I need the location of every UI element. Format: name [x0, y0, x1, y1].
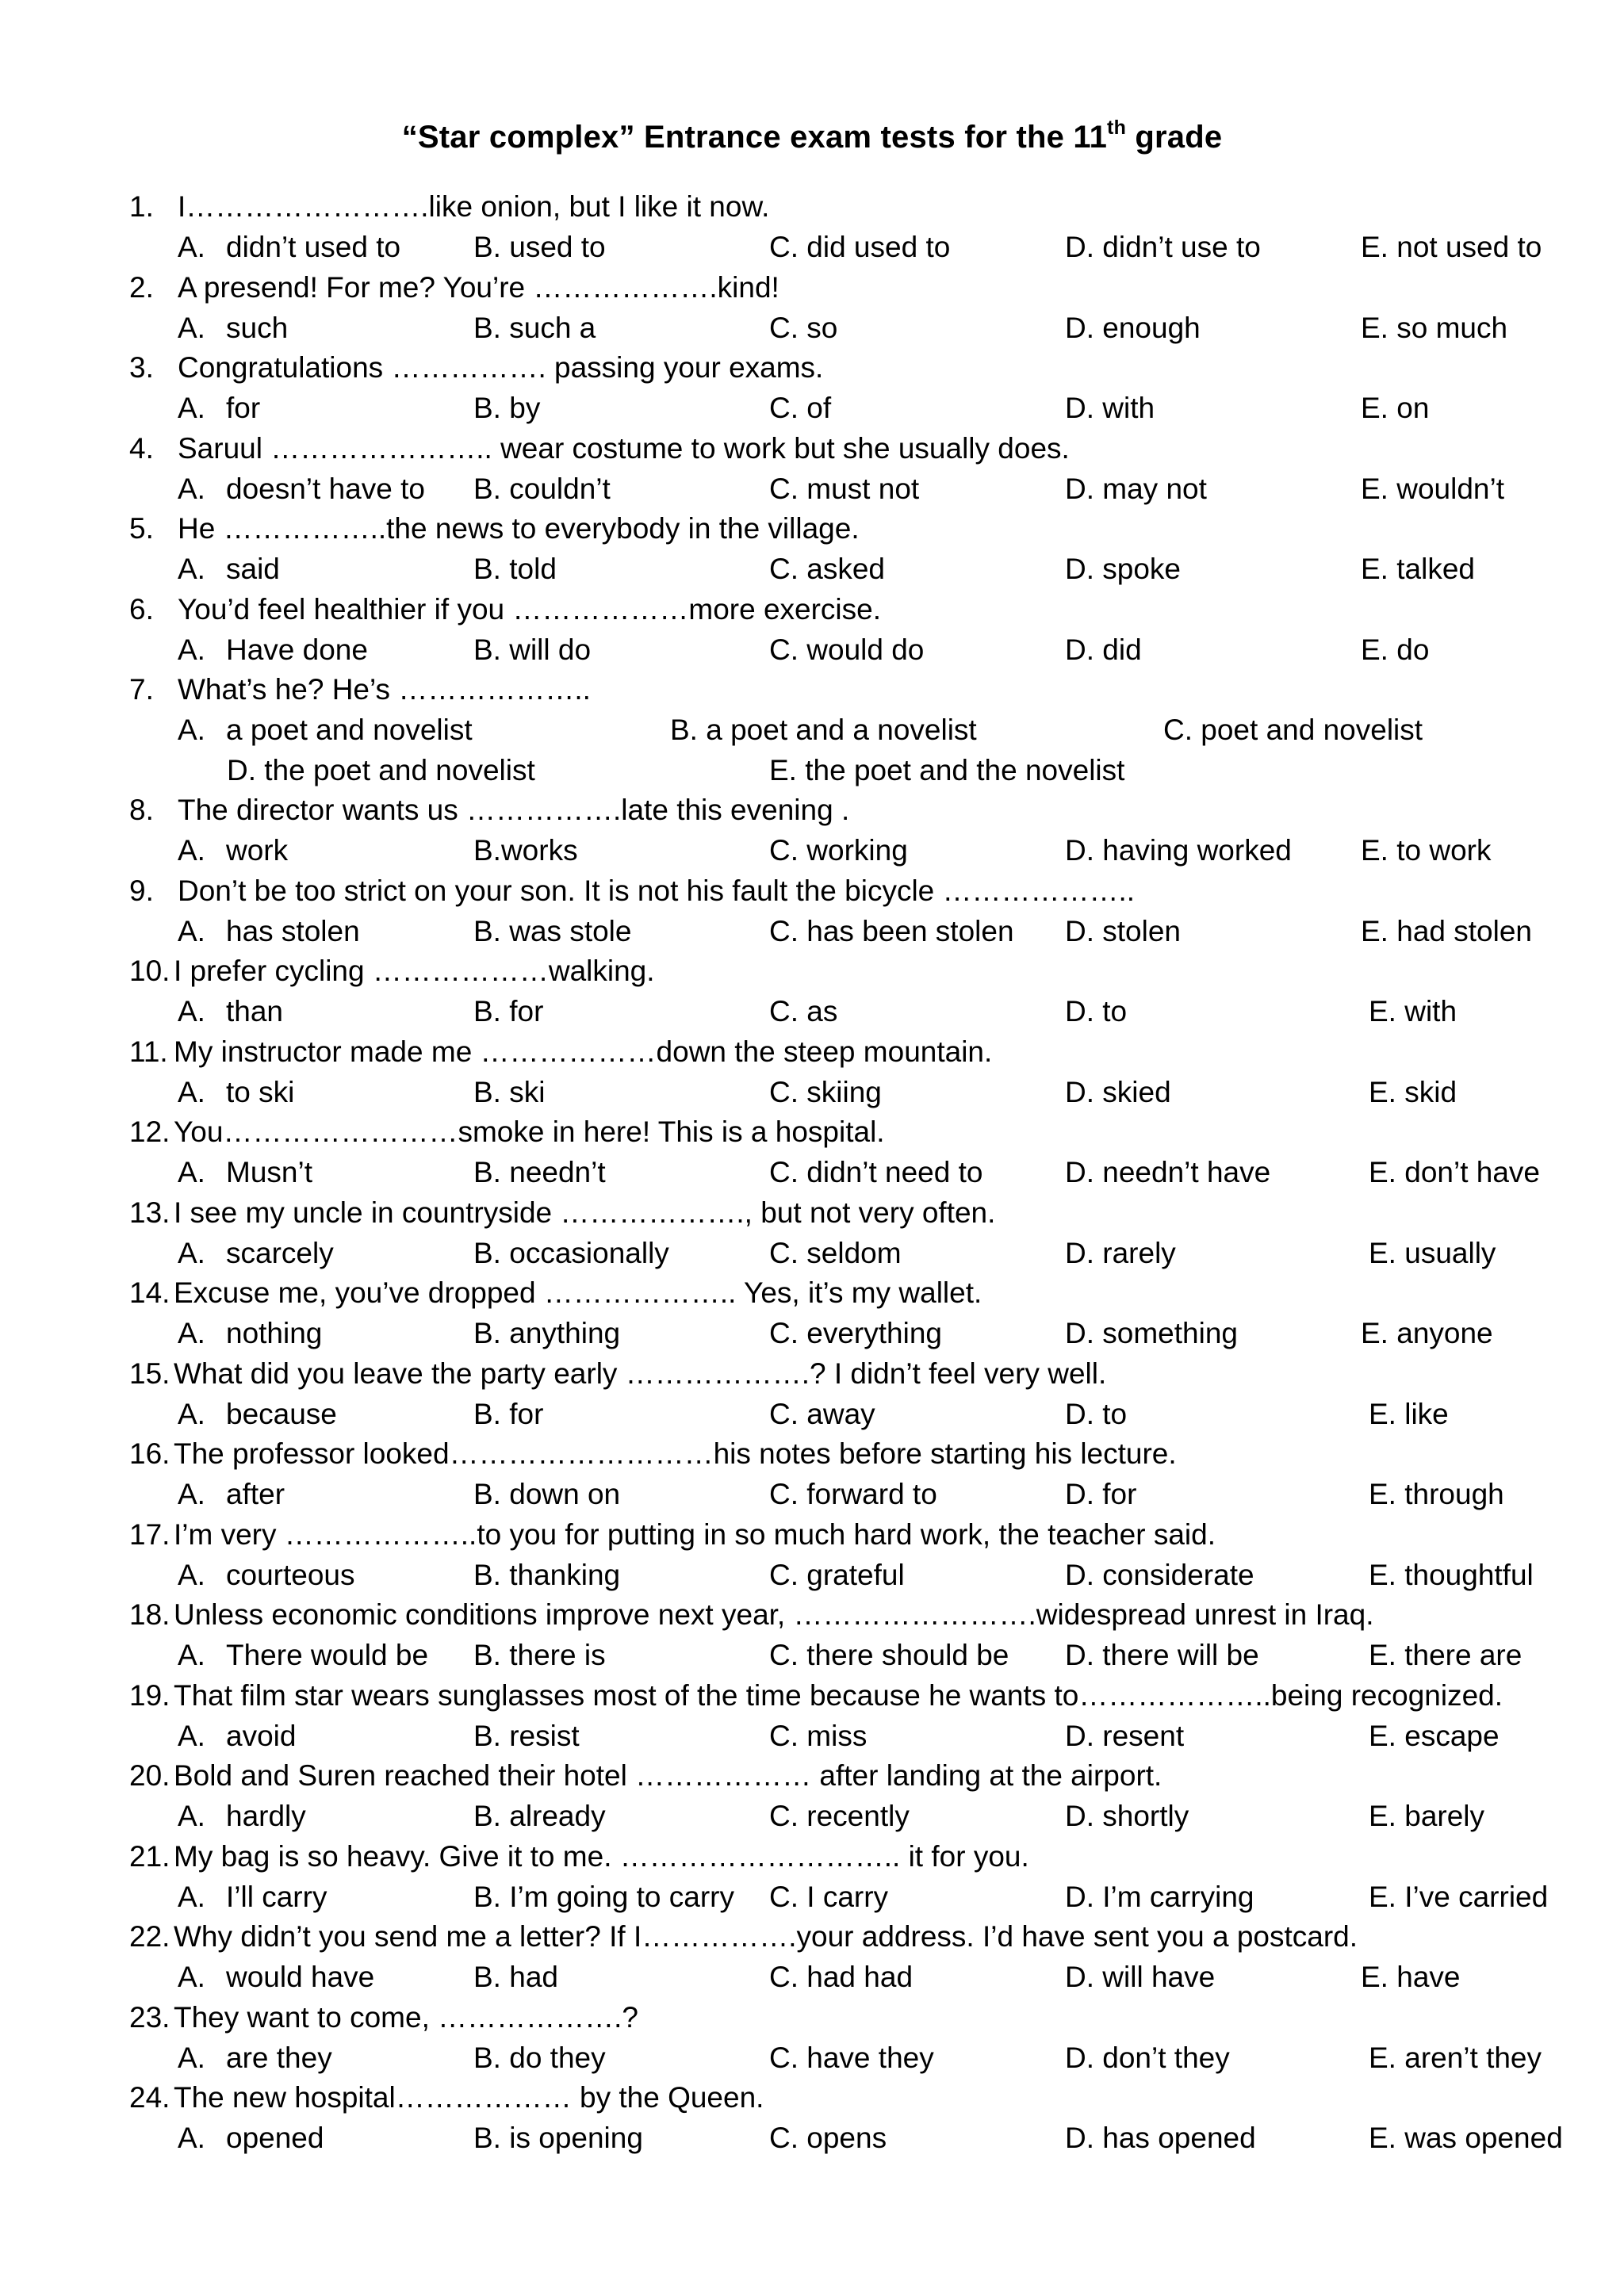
- option-a: [178, 991, 283, 1031]
- option-letter: A.: [178, 1075, 205, 1108]
- option-letter: A.: [178, 1156, 205, 1188]
- option-a: [178, 2038, 332, 2078]
- option-d: D. rarely: [1065, 1236, 1176, 1269]
- option-text: avoid: [226, 1719, 297, 1752]
- question-text: A presend! For me? You’re ……………….kind!: [178, 270, 779, 304]
- option-c: C. miss: [769, 1719, 868, 1752]
- question-text: Don’t be too strict on your son. It is not his fault the bicycle ………………..: [178, 874, 1136, 907]
- option-d: D. considerate: [1065, 1558, 1254, 1591]
- option-letter: A.: [178, 633, 205, 666]
- answer-options: [0, 991, 1624, 1031]
- option-e: E. there are: [1369, 1639, 1522, 1671]
- option-c: C. skiing: [769, 1075, 882, 1108]
- option-b: B. already: [473, 1800, 606, 1832]
- option-a: [178, 911, 360, 951]
- title-superscript: th: [1107, 116, 1127, 139]
- question-text: He ……………..the news to everybody in the village.: [178, 512, 860, 545]
- question-number: 10.: [129, 955, 170, 987]
- question-number: 24.: [129, 2081, 170, 2114]
- question-text: I’m very ………………..to you for putting in so much hard work, the teacher said.: [174, 1517, 1216, 1551]
- option-text: said: [226, 553, 280, 585]
- question-item: [0, 187, 1624, 268]
- option-e: E. do: [1361, 633, 1430, 666]
- question-text: Saruul ………………….. wear costume to work but she usually does.: [178, 431, 1070, 465]
- option-c: C. must not: [769, 472, 920, 505]
- option-e: E. I’ve carried: [1369, 1880, 1549, 1913]
- question-item: [0, 1917, 1624, 1998]
- option-b: B. resist: [473, 1719, 580, 1752]
- option-d: D. with: [1065, 392, 1155, 424]
- option-c: C. everything: [769, 1317, 942, 1349]
- option-letter: A.: [178, 311, 205, 344]
- option-e: E. to work: [1361, 834, 1492, 867]
- question-text: My bag is so heavy. Give it to me. ……………………….. it for you.: [174, 1839, 1029, 1873]
- answer-options: [0, 1635, 1624, 1675]
- option-letter: A.: [178, 392, 205, 424]
- option-a: [178, 388, 260, 428]
- question-number: 6.: [129, 592, 154, 626]
- option-e: E. thoughtful: [1369, 1558, 1534, 1591]
- question-number: 1.: [129, 190, 154, 223]
- question-number: 18.: [129, 1598, 170, 1631]
- option-d: D. stolen: [1065, 914, 1182, 947]
- question-number: 4.: [129, 431, 154, 465]
- option-c: C. so: [769, 311, 838, 344]
- option-b: B. thanking: [473, 1558, 621, 1591]
- answer-options: [0, 308, 1624, 348]
- option-text: courteous: [226, 1558, 355, 1591]
- question-number: 2.: [129, 270, 154, 304]
- answer-options: [0, 1474, 1624, 1514]
- question-item: [0, 1837, 1624, 1918]
- option-e: E. skid: [1369, 1075, 1457, 1108]
- question-number: 3.: [129, 351, 154, 384]
- question-text: The new hospital……………… by the Queen.: [174, 2081, 764, 2114]
- option-b: B. is opening: [473, 2122, 643, 2154]
- option-letter: A.: [178, 834, 205, 867]
- option-letter: A.: [178, 1719, 205, 1752]
- option-text: hardly: [226, 1800, 306, 1832]
- question-text: Unless economic conditions improve next year, …………………….widespread unrest in Iraq.: [174, 1598, 1374, 1631]
- option-c: C. seldom: [769, 1236, 902, 1269]
- option-b: B. for: [473, 995, 544, 1027]
- question-item: [0, 1756, 1624, 1837]
- option-text: work: [226, 834, 289, 867]
- title-suffix: grade: [1126, 120, 1223, 155]
- option-text: didn’t used to: [226, 231, 401, 263]
- option-text: to ski: [226, 1075, 295, 1108]
- option-a: [178, 1716, 296, 1756]
- option-d: D. didn’t use to: [1065, 231, 1261, 263]
- answer-options: [0, 1957, 1624, 1997]
- option-b: B. needn’t: [473, 1156, 606, 1188]
- answer-options: [0, 1152, 1624, 1192]
- option-b: B. had: [473, 1961, 558, 1993]
- option-d: D. something: [1065, 1317, 1238, 1349]
- question-text: You’d feel healthier if you ………………more exercise.: [178, 592, 882, 626]
- option-text: such: [226, 311, 289, 344]
- option-c: C. opens: [769, 2122, 887, 2154]
- option-text: would have: [226, 1961, 375, 1993]
- answer-options: [0, 2118, 1624, 2158]
- question-item: [0, 509, 1624, 590]
- option-c: C. there should be: [769, 1639, 1009, 1671]
- answer-options: [0, 911, 1624, 951]
- option-a: [178, 469, 425, 509]
- question-text: You……………………smoke in here! This is a hospital.: [174, 1115, 885, 1148]
- option-letter: A.: [178, 1558, 205, 1591]
- option-b: B. ski: [473, 1075, 546, 1108]
- option-letter: A.: [178, 1800, 205, 1832]
- option-e: E. talked: [1361, 553, 1475, 585]
- answer-options: [0, 1313, 1624, 1353]
- option-d: D. enough: [1065, 311, 1201, 344]
- option-b: B. used to: [473, 231, 606, 263]
- option-c: C. poet and novelist: [1163, 714, 1423, 746]
- option-e: E. was opened: [1369, 2122, 1563, 2154]
- option-e: E. barely: [1369, 1800, 1485, 1832]
- option-a: [178, 549, 280, 589]
- question-item: [0, 2078, 1624, 2159]
- option-c: C. had had: [769, 1961, 914, 1993]
- option-c: C. did used to: [769, 231, 951, 263]
- option-a: [178, 227, 400, 267]
- option-text: are they: [226, 2041, 332, 2074]
- option-b: B. do they: [473, 2041, 606, 2074]
- option-a: [178, 1152, 312, 1192]
- option-letter: A.: [178, 914, 205, 947]
- question-item: [0, 951, 1624, 1032]
- option-text: scarcely: [226, 1236, 334, 1269]
- question-text: What’s he? He’s ………………..: [178, 673, 591, 706]
- question-item: [0, 590, 1624, 671]
- option-letter: A.: [178, 1880, 205, 1913]
- answer-options: [0, 710, 1624, 750]
- option-c: C. grateful: [769, 1558, 905, 1591]
- option-b: B. anything: [473, 1317, 621, 1349]
- question-number: 22.: [129, 1920, 170, 1953]
- question-number: 17.: [129, 1517, 170, 1551]
- question-text: The professor looked………………………his notes before starting his lecture.: [174, 1437, 1177, 1470]
- option-b: B. I’m going to carry: [473, 1880, 735, 1913]
- option-letter: A.: [178, 472, 205, 505]
- question-number: 5.: [129, 512, 154, 545]
- question-text: I prefer cycling ………………walking.: [174, 955, 655, 987]
- option-letter: A.: [178, 1478, 205, 1510]
- question-number: 15.: [129, 1357, 170, 1390]
- question-item: [0, 1595, 1624, 1676]
- option-a: [178, 1233, 334, 1273]
- option-e: E. so much: [1361, 311, 1508, 344]
- question-number: 8.: [129, 794, 154, 826]
- option-text: There would be: [226, 1639, 429, 1671]
- option-e: E. don’t have: [1369, 1156, 1540, 1188]
- question-text: The director wants us …………….late this evening .: [178, 794, 850, 826]
- question-text: Congratulations ……………. passing your exams.: [178, 351, 824, 384]
- option-text: a poet and novelist: [226, 714, 473, 746]
- option-c: C. recently: [769, 1800, 910, 1832]
- option-b: B. such a: [473, 311, 596, 344]
- answer-options: [0, 629, 1624, 670]
- option-e: E. escape: [1369, 1719, 1500, 1752]
- answer-options: [0, 1394, 1624, 1434]
- question-number: 9.: [129, 874, 154, 907]
- answer-options: [0, 1233, 1624, 1273]
- option-c: C. have they: [769, 2041, 934, 2074]
- option-letter: A.: [178, 714, 205, 746]
- answer-options: [0, 1555, 1624, 1595]
- option-letter: A.: [178, 553, 205, 585]
- question-number: 19.: [129, 1678, 170, 1712]
- question-item: [0, 348, 1624, 429]
- option-e: E. the poet and the novelist: [769, 754, 1125, 786]
- option-letter: A.: [178, 2041, 205, 2074]
- question-item: [0, 670, 1624, 790]
- option-e: E. aren’t they: [1369, 2041, 1542, 2074]
- option-c: C. forward to: [769, 1478, 937, 1510]
- option-c: C. didn’t need to: [769, 1156, 983, 1188]
- option-text: has stolen: [226, 914, 360, 947]
- option-c: C. has been stolen: [769, 914, 1014, 947]
- option-letter: A.: [178, 1639, 205, 1671]
- question-item: [0, 1676, 1624, 1757]
- option-d: D. may not: [1065, 472, 1207, 505]
- question-number: 20.: [129, 1759, 170, 1792]
- option-a: [178, 1957, 374, 1997]
- question-number: 23.: [129, 2000, 170, 2034]
- option-a: [178, 1474, 285, 1514]
- question-item: [0, 871, 1624, 952]
- question-item: [0, 1354, 1624, 1435]
- question-text: What did you leave the party early ……………….? I didn’t feel very well.: [174, 1357, 1107, 1390]
- question-text: Why didn’t you send me a letter? If I…………….your address. I’d have sent you a postcard.: [174, 1920, 1358, 1953]
- answer-options: [0, 1877, 1624, 1917]
- question-text: Excuse me, you’ve dropped ……………….. Yes, it’s my wallet.: [174, 1276, 982, 1309]
- option-d: D. having worked: [1065, 834, 1292, 867]
- option-a: [178, 1072, 294, 1112]
- question-number: 7.: [129, 673, 154, 706]
- question-text: They want to come, ……………….?: [174, 2000, 639, 2034]
- option-b: B. down on: [473, 1478, 621, 1510]
- option-d: D. needn’t have: [1065, 1156, 1271, 1188]
- option-c: C. as: [769, 995, 838, 1027]
- option-d: D. skied: [1065, 1075, 1171, 1108]
- question-item: [0, 268, 1624, 349]
- option-letter: A.: [178, 1317, 205, 1349]
- question-item: [0, 1193, 1624, 1274]
- option-text: nothing: [226, 1317, 323, 1349]
- option-d: D. spoke: [1065, 553, 1182, 585]
- option-letter: A.: [178, 1961, 205, 1993]
- option-text: opened: [226, 2122, 324, 2154]
- option-d: D. to: [1065, 1397, 1128, 1430]
- question-number: 21.: [129, 1839, 170, 1873]
- question-item: [0, 1434, 1624, 1515]
- answer-options: [0, 1796, 1624, 1836]
- option-d: D. I’m carrying: [1065, 1880, 1254, 1913]
- option-d: D. don’t they: [1065, 2041, 1230, 2074]
- option-c: C. working: [769, 834, 908, 867]
- option-e: E. have: [1361, 1961, 1461, 1993]
- option-e: E. anyone: [1361, 1317, 1493, 1349]
- option-a: [178, 2118, 324, 2158]
- option-d: D. will have: [1065, 1961, 1216, 1993]
- answer-options: [0, 1072, 1624, 1112]
- option-b: B.works: [473, 834, 578, 867]
- question-text: I…………………….like onion, but I like it now.: [178, 190, 770, 223]
- question-item: [0, 1998, 1624, 2079]
- option-e: E. usually: [1369, 1236, 1496, 1269]
- option-d: D. did: [1065, 633, 1142, 666]
- option-a: [178, 308, 288, 348]
- question-item: [0, 790, 1624, 871]
- option-letter: A.: [178, 1236, 205, 1269]
- title-prefix: “Star complex” Entrance exam tests for the 11: [401, 120, 1108, 155]
- question-text: That film star wears sunglasses most of the time because he wants to………………..being recognized.: [174, 1678, 1503, 1712]
- option-b: B. was stole: [473, 914, 632, 947]
- option-e: E. with: [1369, 995, 1457, 1027]
- option-text: than: [226, 995, 284, 1027]
- option-c: C. asked: [769, 553, 886, 585]
- question-number: 12.: [129, 1115, 170, 1148]
- option-a: [178, 1313, 322, 1353]
- option-text: because: [226, 1397, 337, 1430]
- option-text: after: [226, 1478, 285, 1510]
- option-text: doesn’t have to: [226, 472, 425, 505]
- option-letter: A.: [178, 995, 205, 1027]
- question-text: My instructor made me ………………down the steep mountain.: [174, 1035, 993, 1068]
- answer-options: [0, 2038, 1624, 2078]
- option-text: Have done: [226, 633, 368, 666]
- option-b: B. will do: [473, 633, 592, 666]
- answer-options: [0, 469, 1624, 509]
- option-d: D. for: [1065, 1478, 1137, 1510]
- option-a: [178, 1877, 327, 1917]
- option-d: D. resent: [1065, 1719, 1185, 1752]
- option-text: I’ll carry: [226, 1880, 327, 1913]
- question-item: [0, 429, 1624, 510]
- option-b: B. there is: [473, 1639, 606, 1671]
- answer-options: [0, 1716, 1624, 1756]
- answer-options: [0, 549, 1624, 589]
- option-a: [178, 1635, 428, 1675]
- option-letter: A.: [178, 231, 205, 263]
- option-e: E. on: [1361, 392, 1430, 424]
- option-a: [178, 1394, 337, 1434]
- question-text: I see my uncle in countryside ………………., but not very often.: [174, 1196, 996, 1229]
- option-text: Musn’t: [226, 1156, 312, 1188]
- page-title: [0, 113, 1624, 161]
- answer-options: [0, 830, 1624, 871]
- option-a: [178, 1796, 306, 1836]
- option-text: for: [226, 392, 261, 424]
- option-e: E. not used to: [1361, 231, 1542, 263]
- option-c: C. I carry: [769, 1880, 889, 1913]
- question-list: [0, 187, 1624, 2159]
- option-b: B. a poet and a novelist: [670, 714, 977, 746]
- option-a: [178, 710, 473, 750]
- question-text: Bold and Suren reached their hotel ……………… after landing at the airport.: [174, 1759, 1162, 1792]
- answer-options: [0, 388, 1624, 428]
- option-letter: A.: [178, 2122, 205, 2154]
- option-e: E. like: [1369, 1397, 1449, 1430]
- question-item: [0, 1112, 1624, 1193]
- option-d: D. the poet and novelist: [227, 754, 535, 786]
- question-item: [0, 1273, 1624, 1354]
- option-d: D. to: [1065, 995, 1128, 1027]
- option-c: C. away: [769, 1397, 875, 1430]
- option-d: D. there will be: [1065, 1639, 1259, 1671]
- option-b: B. for: [473, 1397, 544, 1430]
- option-b: B. told: [473, 553, 557, 585]
- option-d: D. shortly: [1065, 1800, 1189, 1832]
- question-item: [0, 1032, 1624, 1113]
- option-e: E. through: [1369, 1478, 1504, 1510]
- option-a: [178, 629, 368, 670]
- option-a: [178, 1555, 355, 1595]
- option-e: E. had stolen: [1361, 914, 1532, 947]
- option-b: B. couldn’t: [473, 472, 611, 505]
- question-number: 14.: [129, 1276, 170, 1309]
- question-number: 11.: [129, 1035, 168, 1068]
- option-d: D. has opened: [1065, 2122, 1256, 2154]
- answer-options-row-2: [0, 750, 1624, 790]
- option-letter: A.: [178, 1397, 205, 1430]
- option-b: B. by: [473, 392, 541, 424]
- option-b: B. occasionally: [473, 1236, 669, 1269]
- question-number: 13.: [129, 1196, 170, 1229]
- option-c: C. would do: [769, 633, 925, 666]
- question-item: [0, 1515, 1624, 1596]
- option-a: [178, 830, 288, 871]
- option-c: C. of: [769, 392, 832, 424]
- option-e: E. wouldn’t: [1361, 472, 1504, 505]
- question-number: 16.: [129, 1437, 170, 1470]
- answer-options: [0, 227, 1624, 267]
